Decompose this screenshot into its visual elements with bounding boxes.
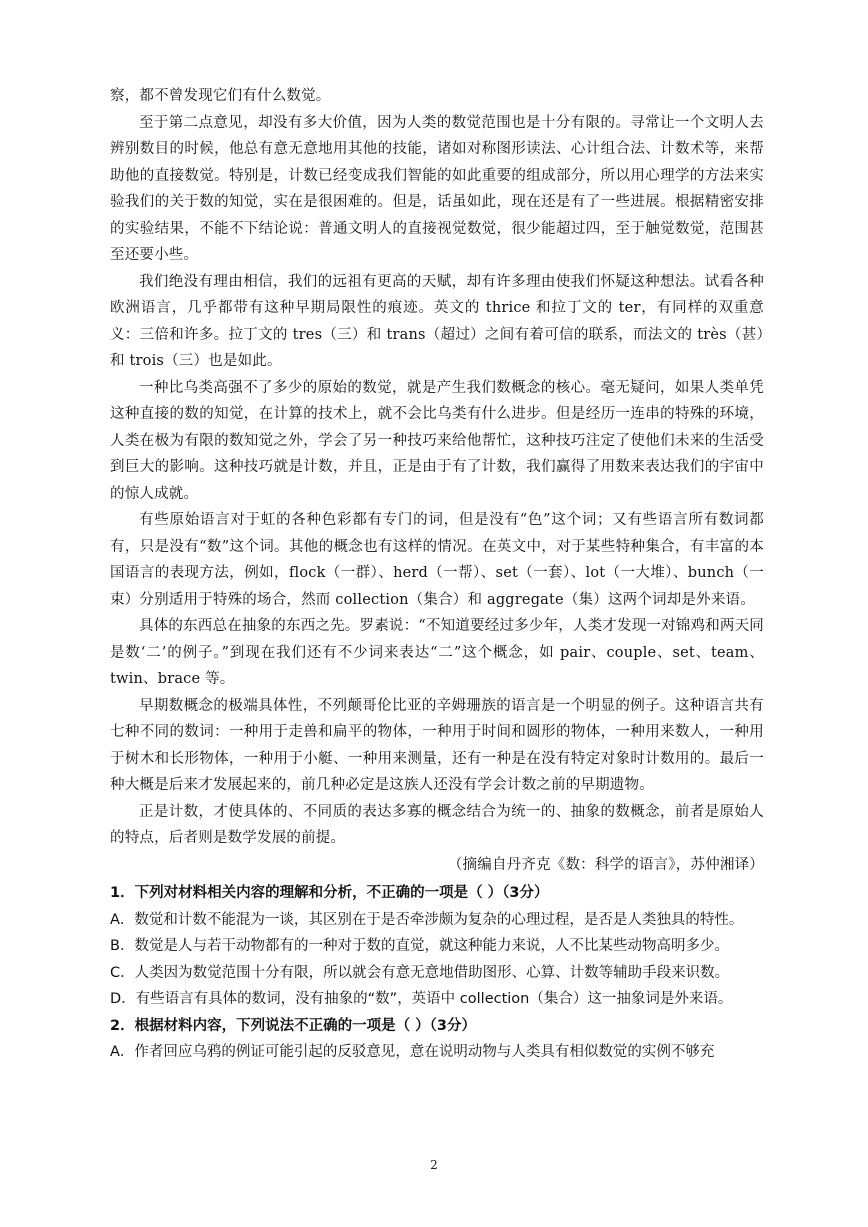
paragraph: 早期数概念的极端具体性，不列颠哥伦比亚的辛姆珊族的语言是一个明显的例子。这种语言共有七种不同的数词：一种用于走兽和扁平的物体，一种用于时间和圆形的物体，一种用来数人，一种用于树木和长形物体，一种用于小艇、一种用来测量，还有一种是在没有特定对象时计数用的。最后一种大概是后来才发展起来的，前几种必定是这族人还没有学会计数之前的早期遗物。 — [110, 697, 764, 793]
option-d: D．有些语言有具体的数词，没有抽象的“数”，英语中 collection（集合）这一抽象词是外来语。 — [110, 991, 733, 1007]
paragraph: 正是计数，才使具体的、不同质的表达多寡的概念结合为统一的、抽象的数概念，前者是原始人的特点，后者则是数学发展的前提。 — [110, 803, 764, 846]
option-c: C．人类因为数觉范围十分有限，所以就会有意无意地借助图形、心算、计数等辅助手段来识数。 — [110, 964, 730, 981]
question — [110, 880, 764, 1013]
paragraph: 具体的东西总在抽象的东西之先。罗素说：“不知道要经过多少年，人类才发现一对锦鸡和两天同是数‘二’的例子。”到现在我们还有不少词来表达“二”这个概念，如 pair、couple、set、team、twin、brace 等。 — [110, 618, 765, 687]
paragraph: 我们绝没有理由相信，我们的远祖有更高的天赋，却有许多理由使我们怀疑这种想法。试看各种欧洲语言，几乎都带有这种早期局限性的痕迹。英文的 thrice 和拉丁文的 ter，有同样的双重意义：三倍和许多。拉丁文的 tres（三）和 trans（超过）之间有着可信的联系，而法文的 très（甚）和 trois（三）也是如此。 — [110, 273, 764, 369]
option-a: A．作者回应乌鸦的例证可能引起的反驳意见，意在说明动物与人类具有相似数觉的实例不够充 — [110, 1044, 715, 1060]
paragraph: 有些原始语言对于虹的各种色彩都有专门的词，但是没有“色”这个词；又有些语言所有数词都有，只是没有“数”这个词。其他的概念也有这样的情况。在英文中，对于某些特种集合，有丰富的本国语言的表现方法，例如，flock（一群）、herd（一帮）、set（一套）、lot（一大堆）、bunch（一束）分别适用于特殊的场合，然而 collection（集合）和 aggregate（集）这两个词却是外来语。 — [110, 512, 764, 608]
question — [110, 1013, 764, 1066]
question-list — [110, 880, 764, 1066]
question-title: 2．根据材料内容，下列说法不正确的一项是（ ）（3分） — [110, 1017, 476, 1034]
option-b: B．数觉是人与若干动物都有的一种对于数的直觉，就这种能力来说，人不比某些动物高明多少。 — [110, 938, 729, 954]
option-a: A．数觉和计数不能混为一谈，其区别在于是否牵涉颇为复杂的心理过程，是否是人类独具的特性。 — [110, 911, 744, 928]
paragraph-continuation: 察，都不曾发现它们有什么数觉。 — [110, 88, 331, 104]
question-title: 1．下列对材料相关内容的理解和分析，不正确的一项是（ ）（3分） — [110, 885, 549, 901]
article-body — [110, 83, 764, 878]
article-source: （摘编自丹齐克《数：科学的语言》，苏仲湘译） — [447, 856, 764, 873]
paragraph: 至于第二点意见，却没有多大价值，因为人类的数觉范围也是十分有限的。寻常让一个文明人去辨别数目的时候，他总有意无意地用其他的技能，诸如对称图形读法、心计组合法、计数术等，来帮助他的直接数觉。特别是，计数已经变成我们智能的如此重要的组成部分，所以用心理学的方法来实验我们的关于数的知觉，实在是很困难的。但是，话虽如此，现在还是有了一些进展。根据精密安排的实验结果，不能不下结论说：普通文明人的直接视觉数觉，很少能超过四，至于触觉数觉，范围甚至还要小些。 — [110, 114, 764, 263]
paragraph: 一种比乌类高强不了多少的原始的数觉，就是产生我们数概念的核心。毫无疑问，如果人类单凭这种直接的数的知觉，在计算的技术上，就不会比乌类有什么进步。但是经历一连串的特殊的环境，人类在极为有限的数知觉之外，学会了另一种技巧来给他帮忙，这种技巧注定了使他们未来的生活受到巨大的影响。这种技巧就是计数，并且，正是由于有了计数，我们赢得了用数来表达我们的宇宙中的惊人成就。 — [110, 379, 764, 502]
page-number: 2 — [430, 1158, 438, 1172]
